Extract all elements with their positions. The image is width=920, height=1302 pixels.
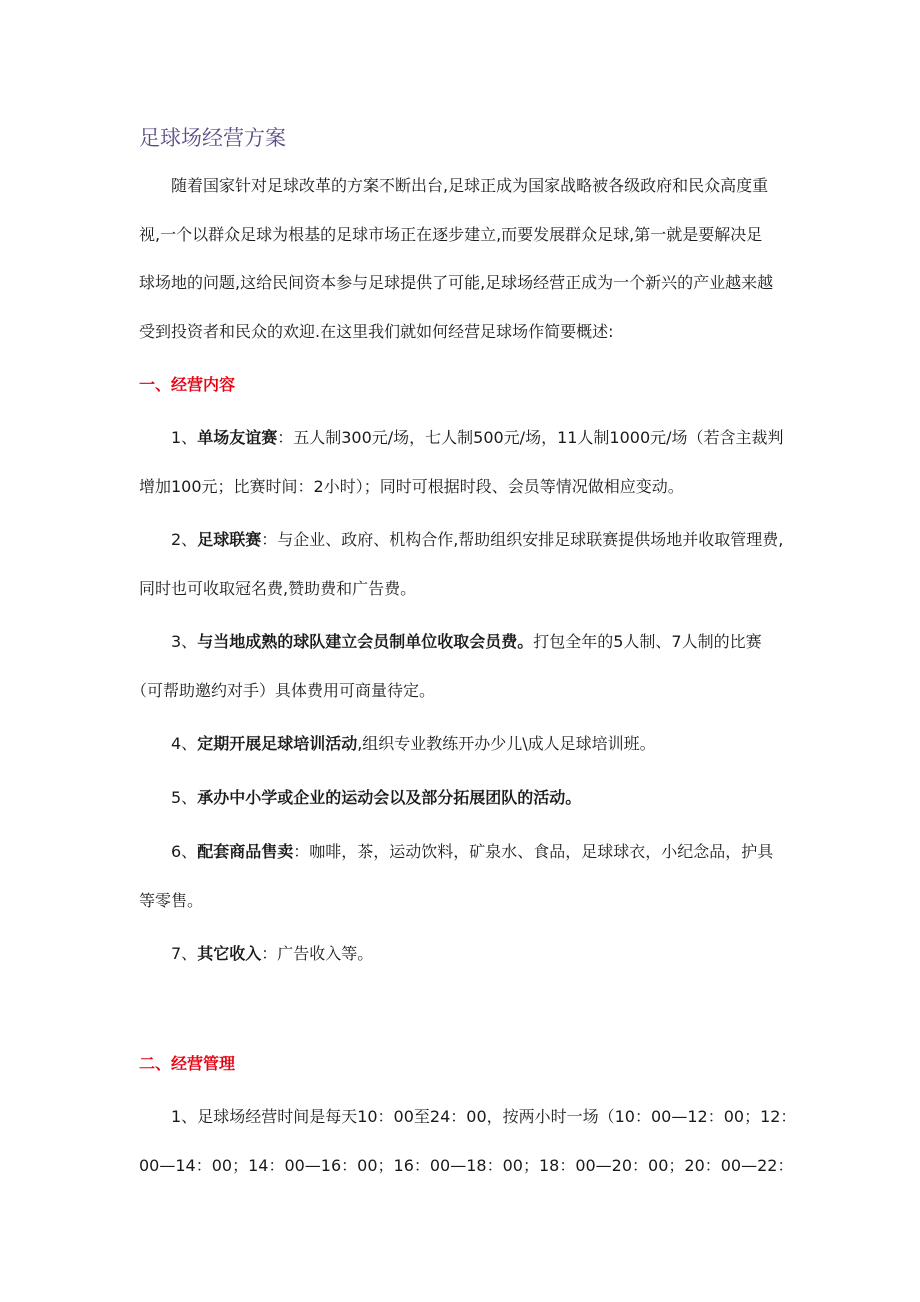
section-heading-business-content: 一、经营内容 <box>139 375 236 394</box>
item-text: ：与企业、政府、机构合作,帮助组织安排足球联赛提供场地并收取管理费, <box>261 530 784 549</box>
intro-line: 随着国家针对足球改革的方案不断出台,足球正成为国家战略被各级政府和民众高度重 <box>171 176 769 195</box>
item-number: 7、 <box>171 944 198 963</box>
item-text-line2: （可帮助邀约对手）具体费用可商量待定。 <box>131 680 436 700</box>
intro-line: 受到投资者和民众的欢迎.在这里我们就如何经营足球场作简要概述: <box>139 321 614 341</box>
list-item <box>139 1093 797 1190</box>
item-text: ,组织专业教练开办少儿\成人足球培训班。 <box>357 734 656 753</box>
item-bold-label: 承办中小学或企业的运动会以及部分拓展团队的活动。 <box>197 788 582 807</box>
item-text: ：五人制300元/场，七人制500元/场，11人制1000元/场（若含主裁判 <box>277 428 784 447</box>
intro-line: 球场地的问题,这给民间资本参与足球提供了可能,足球场经营正成为一个新兴的产业越来越 <box>139 273 774 292</box>
item-text-line2: 增加100元；比赛时间：2小时）；同时可根据时段、会员等情况做相应变动。 <box>139 476 684 496</box>
list-item <box>139 774 784 823</box>
item-number: 4、 <box>171 734 198 753</box>
item-text: ：咖啡，茶，运动饮料，矿泉水、食品，足球球衣，小纪念品，护具 <box>293 842 774 861</box>
document-title: 足球场经营方案 <box>139 126 286 150</box>
item-number: 6、 <box>171 842 198 861</box>
item-bold-label: 定期开展足球培训活动 <box>197 734 358 753</box>
list-item <box>139 414 784 511</box>
item-bold-label: 其它收入 <box>197 944 262 963</box>
item-number: 1、 <box>171 1107 198 1126</box>
list-item <box>131 618 784 715</box>
item-text: 打包全年的5人制、7人制的比赛 <box>533 632 762 651</box>
item-text: 足球场经营时间是每天10：00至24：00，按两小时一场（10：00—12：00；12： <box>197 1107 797 1126</box>
list-item <box>139 516 784 613</box>
item-number: 1、 <box>171 428 198 447</box>
item-text: ：广告收入等。 <box>261 944 374 963</box>
list-item <box>139 720 784 769</box>
item-bold-label: 配套商品售卖 <box>197 842 294 861</box>
item-number: 5、 <box>171 788 198 807</box>
list-item <box>139 930 784 979</box>
section-heading-business-management: 二、经营管理 <box>139 1054 236 1073</box>
item-bold-label: 与当地成熟的球队建立会员制单位收取会员费。 <box>197 632 534 651</box>
item-number: 3、 <box>171 632 198 651</box>
item-bold-label: 足球联赛 <box>197 530 262 549</box>
item-text-line2: 00—14：00；14：00—16：00；16：00—18：00；18：00—20：00；20：00—22： <box>139 1155 794 1175</box>
intro-line: 视,一个以群众足球为根基的足球市场正在逐步建立,而要发展群众足球,第一就是要解决足 <box>139 224 763 244</box>
item-bold-label: 单场友谊赛 <box>197 428 278 447</box>
item-text-line2: 等零售。 <box>139 890 204 910</box>
intro-paragraph <box>139 162 784 356</box>
list-item <box>139 828 784 925</box>
item-number: 2、 <box>171 530 198 549</box>
item-text-line2: 同时也可收取冠名费,赞助费和广告费。 <box>139 578 417 598</box>
